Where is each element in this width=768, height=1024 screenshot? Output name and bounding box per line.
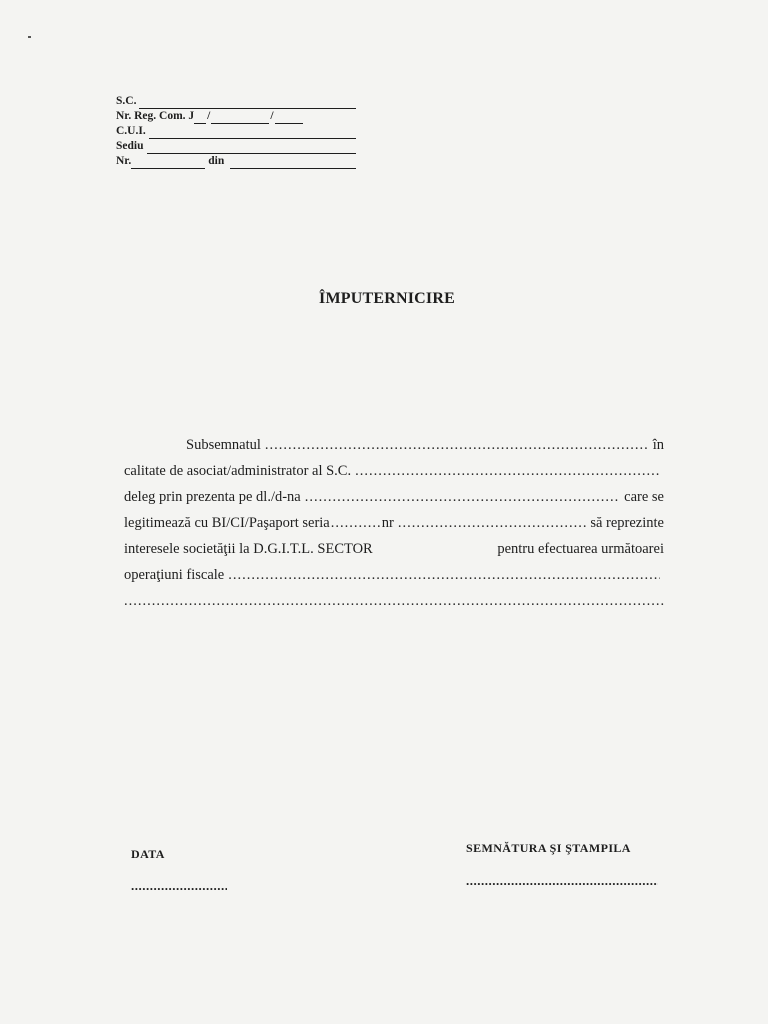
company-field[interactable] [355, 458, 660, 484]
operatiuni-label: operaţiuni fiscale [124, 567, 225, 583]
sediu-field[interactable] [147, 142, 357, 154]
sector-field[interactable] [427, 542, 443, 553]
signature-label: SEMNĂTURA ŞI ŞTAMPILA [466, 841, 631, 855]
nr-din-line [116, 154, 356, 169]
nr-id-label: nr [381, 515, 394, 531]
line4-suffix: să reprezinte [590, 515, 664, 531]
legitimeaza-label: legitimează cu BI/CI/Paşaport seria [124, 515, 330, 531]
body-line-1 [124, 432, 664, 458]
nr-label: Nr. [116, 155, 132, 167]
title-text: ÎMPUTERNICIRE [319, 290, 455, 307]
cui-label: C.U.I. [116, 125, 146, 137]
reg-com-field-1[interactable] [194, 112, 206, 124]
deleg-label: deleg prin prezenta pe dl./d-na [124, 489, 301, 505]
delegate-field[interactable] [305, 484, 620, 510]
reg-com-field-3[interactable] [275, 112, 303, 124]
reg-com-line [116, 109, 356, 124]
line3-suffix: care se [624, 489, 664, 505]
id-number-field[interactable] [398, 510, 586, 536]
interesele-label: interesele societăţii la D.G.I.T.L. SECTOR [124, 541, 373, 557]
document-title [0, 290, 768, 308]
sc-line [116, 94, 356, 109]
operations-field-continued[interactable] [124, 588, 664, 614]
operations-field[interactable] [228, 562, 660, 588]
cui-line [116, 124, 356, 139]
line5-suffix: pentru efectuarea următoarei [497, 541, 664, 557]
sediu-label: Sediu [116, 140, 144, 152]
body-line-6 [124, 562, 664, 588]
scan-mark [28, 36, 31, 38]
sc-field[interactable] [139, 97, 356, 109]
sediu-line [116, 139, 356, 154]
nr-field[interactable] [131, 157, 205, 169]
name-field[interactable] [265, 432, 649, 458]
body-line-4 [124, 510, 664, 536]
line1-suffix: în [652, 437, 664, 453]
din-field[interactable] [230, 157, 356, 169]
subsemnatul-label: Subsemnatul [186, 437, 261, 453]
reg-com-slash-2: / [270, 110, 274, 122]
signature-field[interactable] [466, 873, 658, 889]
reg-com-slash-1: / [207, 110, 211, 122]
company-header [116, 94, 356, 169]
body-line-5 [124, 536, 664, 562]
date-field[interactable] [131, 878, 227, 894]
din-label: din [208, 155, 225, 167]
date-label: DATA [131, 847, 165, 861]
document-body [124, 432, 664, 614]
cui-field[interactable] [149, 127, 356, 139]
reg-com-label: Nr. Reg. Com. J [116, 110, 195, 122]
body-line-2 [124, 458, 664, 484]
calitate-label: calitate de asociat/administrator al S.C. [124, 463, 352, 479]
body-line-7 [124, 588, 664, 614]
id-series-field[interactable] [331, 510, 381, 536]
reg-com-field-2[interactable] [211, 112, 269, 124]
body-line-3 [124, 484, 664, 510]
sc-label: S.C. [116, 95, 137, 107]
